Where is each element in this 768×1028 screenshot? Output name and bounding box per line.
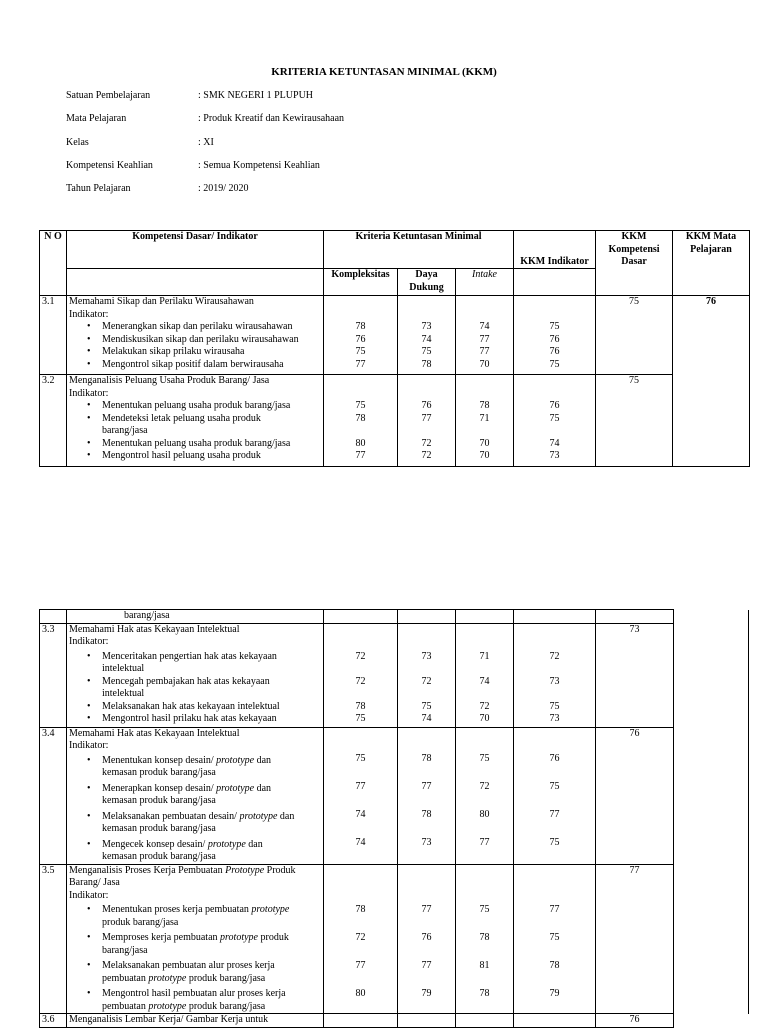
meta-value: : SMK NEGERI 1 PLUPUH bbox=[198, 90, 314, 101]
value-kkm: 75 bbox=[549, 836, 560, 848]
indicator-text-cont: kemasan produk barang/jasa bbox=[102, 823, 216, 834]
indicator-text: • Menentukan peluang usaha produk barang/jasa bbox=[102, 400, 291, 411]
kd-title bbox=[69, 865, 321, 878]
value-i: 72 bbox=[479, 700, 490, 712]
indicator-item bbox=[69, 811, 321, 836]
t: dan bbox=[245, 838, 263, 850]
indikator-label: Indikator: bbox=[69, 387, 109, 399]
value-d: 76 bbox=[421, 931, 432, 943]
t: Menentukan proses kerja pembuatan bbox=[102, 904, 252, 915]
value-k: 74 bbox=[355, 808, 366, 820]
document-title: KRITERIA KETUNTASAN MINIMAL (KKM) bbox=[271, 66, 497, 78]
kd-cell bbox=[67, 864, 324, 1014]
indicator-text: • Mendeteksi letak peluang usaha produk bbox=[102, 412, 261, 424]
value-i: 74 bbox=[479, 321, 490, 332]
indicator-text bbox=[87, 811, 321, 824]
indicator-text: • Mendiskusikan sikap dan perilaku wirausahawan bbox=[102, 333, 299, 345]
value-kkm: 78 bbox=[549, 959, 560, 971]
meta-label: Tahun Pelajaran bbox=[66, 183, 131, 194]
value-k: 78 bbox=[355, 903, 366, 915]
em: prototype bbox=[148, 1000, 187, 1012]
header-kompleksitas: Kompleksitas bbox=[324, 269, 398, 296]
indicator-text: • Mengontrol hasil pembuatan alur proses kerja bbox=[102, 988, 286, 999]
indicator-text: • Mengontrol hasil peluang usaha produk bbox=[102, 450, 261, 461]
t: produk barang/jasa bbox=[186, 1000, 266, 1012]
daya-dukung-col bbox=[398, 623, 456, 727]
kompleksitas-col bbox=[324, 375, 398, 467]
indicator-item bbox=[69, 932, 321, 957]
value-i: 75 bbox=[479, 903, 490, 915]
cont-no bbox=[40, 610, 67, 624]
kompleksitas-col bbox=[324, 864, 398, 1014]
intake-col bbox=[456, 296, 514, 375]
indicator-text-cont: barang/jasa bbox=[102, 425, 148, 436]
indicator-text: • Mengontrol sikap positif dalam berwirausaha bbox=[102, 358, 284, 370]
value-d: 77 bbox=[421, 959, 432, 971]
kd-number: 3.4 bbox=[40, 727, 67, 864]
em: prototype bbox=[239, 810, 278, 822]
value-k: 80 bbox=[355, 437, 366, 449]
header-kd: Kompetensi Dasar/ Indikator bbox=[67, 231, 324, 269]
indicator-text-cont bbox=[87, 1001, 321, 1014]
header-kkm-indikator: KKM Indikator bbox=[514, 231, 596, 269]
kkm-kd-value: 77 bbox=[596, 864, 674, 1014]
value-k: 77 bbox=[355, 959, 366, 971]
meta-label: Kelas bbox=[66, 137, 89, 148]
value-kkm: 75 bbox=[549, 700, 560, 712]
indicator-item bbox=[69, 346, 321, 359]
indicator-text-cont bbox=[87, 973, 321, 986]
value-d: 78 bbox=[421, 358, 432, 370]
value-k: 77 bbox=[355, 780, 366, 792]
value-d: 78 bbox=[421, 808, 432, 820]
indicator-item bbox=[69, 701, 321, 714]
header-kkm-kd: KKM Kompetensi Dasar bbox=[596, 231, 673, 296]
t: dan bbox=[254, 782, 272, 794]
value-kkm: 76 bbox=[549, 333, 560, 345]
t: Melaksanakan pembuatan desain/ bbox=[102, 810, 240, 822]
indicator-item bbox=[69, 676, 321, 701]
em: prototype bbox=[207, 838, 246, 850]
indicator-item bbox=[69, 413, 321, 438]
kompleksitas-col bbox=[324, 296, 398, 375]
kd-title: Memahami Hak atas Kekayaan Intelektual bbox=[69, 727, 240, 739]
t: Memproses kerja pembuatan bbox=[102, 932, 221, 943]
indicator-item bbox=[69, 450, 321, 463]
value-i: 81 bbox=[479, 959, 490, 971]
indicator-item bbox=[69, 334, 321, 347]
value-i: 70 bbox=[479, 437, 490, 449]
value-d: 73 bbox=[421, 836, 432, 848]
daya-dukung-col bbox=[398, 296, 456, 375]
indicator-item bbox=[69, 400, 321, 413]
value-d: 72 bbox=[421, 675, 432, 687]
header-daya-dukung: Daya Dukung bbox=[398, 269, 456, 296]
value-k: 75 bbox=[355, 752, 366, 764]
indicator-text: • Mencegah pembajakan hak atas kekayaan bbox=[102, 675, 270, 687]
header-empty bbox=[67, 269, 324, 296]
value-kkm: 74 bbox=[549, 437, 560, 449]
kd-number: 3.5 bbox=[40, 864, 67, 1014]
value-k: 77 bbox=[355, 358, 366, 370]
value-d: 72 bbox=[421, 437, 432, 449]
indicator-text bbox=[87, 783, 321, 796]
value-d: 73 bbox=[421, 321, 432, 332]
indicator-item bbox=[69, 783, 321, 808]
value-k: 75 bbox=[355, 346, 366, 357]
kd-cell bbox=[67, 296, 324, 375]
indicator-text: • Menerangkan sikap dan perilaku wirausahawan bbox=[102, 321, 293, 332]
t: Mengecek konsep desain/ bbox=[102, 838, 208, 850]
value-i: 72 bbox=[479, 780, 490, 792]
value-i: 70 bbox=[479, 358, 490, 370]
t: Menerapkan konsep desain/ bbox=[102, 782, 217, 794]
intake-col bbox=[456, 864, 514, 1014]
kkm-kd-value: 76 bbox=[596, 727, 674, 864]
kkm-table-page1 bbox=[39, 230, 750, 467]
em: Prototype bbox=[225, 864, 265, 876]
meta-value: : Semua Kompetensi Keahlian bbox=[198, 160, 320, 171]
em: prototype bbox=[216, 754, 255, 766]
indicator-item bbox=[69, 651, 321, 676]
value-i: 78 bbox=[479, 987, 490, 999]
kkm-indikator-col bbox=[514, 864, 596, 1014]
intake-col bbox=[456, 623, 514, 727]
value-kkm: 73 bbox=[549, 713, 560, 724]
indicator-text-cont: kemasan produk barang/jasa bbox=[102, 795, 216, 806]
value-i: 80 bbox=[479, 808, 490, 820]
indikator-label: Indikator: bbox=[69, 308, 109, 320]
indicator-text-cont: kemasan produk barang/jasa bbox=[102, 767, 216, 778]
t: Menentukan konsep desain/ bbox=[102, 754, 217, 766]
indicator-item bbox=[69, 988, 321, 1013]
indicator-item bbox=[69, 755, 321, 780]
value-d: 72 bbox=[421, 450, 432, 461]
kd-number: 3.2 bbox=[40, 375, 67, 467]
value-i: 71 bbox=[479, 412, 490, 424]
t: pembuatan bbox=[102, 972, 149, 984]
value-k: 74 bbox=[355, 836, 366, 848]
kd-title: Memahami Sikap dan Perilaku Wirausahawan bbox=[69, 296, 254, 307]
value-kkm: 75 bbox=[549, 931, 560, 943]
meta-label: Kompetensi Keahlian bbox=[66, 160, 153, 171]
indicator-text: • Melaksanakan pembuatan alur proses kerja bbox=[102, 960, 275, 971]
value-kkm: 76 bbox=[549, 400, 560, 411]
header-no: N O bbox=[40, 231, 67, 296]
value-i: 78 bbox=[479, 400, 490, 411]
em: prototype bbox=[251, 904, 290, 915]
kompleksitas-col bbox=[324, 623, 398, 727]
t: produk bbox=[258, 932, 289, 943]
value-kkm: 79 bbox=[549, 987, 560, 999]
value-i: 70 bbox=[479, 713, 490, 724]
kkm-kd-value: 73 bbox=[596, 623, 674, 727]
t: dan bbox=[254, 754, 272, 766]
indicator-text-cont: kemasan produk barang/jasa bbox=[102, 851, 216, 862]
continued-text: barang/jasa bbox=[67, 610, 324, 624]
value-k: 78 bbox=[355, 700, 366, 712]
kkm-table-page2 bbox=[39, 609, 674, 1028]
indicator-item bbox=[69, 438, 321, 451]
em: prototype bbox=[220, 932, 258, 943]
kompleksitas-col bbox=[324, 727, 398, 864]
intake-col bbox=[456, 727, 514, 864]
t: Menganalisis Proses Kerja Pembuatan bbox=[69, 864, 226, 876]
value-d: 79 bbox=[421, 987, 432, 999]
page-edge-line bbox=[748, 610, 749, 1014]
indikator-label: Indikator: bbox=[69, 740, 109, 751]
indicator-item bbox=[69, 321, 321, 334]
value-kkm: 75 bbox=[549, 780, 560, 792]
kd-title-cont: Barang/ Jasa bbox=[69, 877, 120, 888]
daya-dukung-col bbox=[398, 727, 456, 864]
value-i: 77 bbox=[479, 836, 490, 848]
value-i: 77 bbox=[479, 346, 490, 357]
meta-label: Mata Pelajaran bbox=[66, 113, 127, 124]
kd-title: Menganalisis Lembar Kerja/ Gambar Kerja untuk bbox=[67, 1014, 324, 1028]
value-d: 77 bbox=[421, 903, 432, 915]
indicator-text-cont: barang/jasa bbox=[102, 944, 148, 956]
value-d: 73 bbox=[421, 650, 432, 662]
kkm-indikator-col bbox=[514, 727, 596, 864]
meta-value: : 2019/ 2020 bbox=[198, 183, 249, 194]
value-d: 76 bbox=[421, 400, 432, 411]
meta-value: : XI bbox=[198, 137, 214, 148]
t: Produk bbox=[264, 864, 296, 876]
t: produk barang/jasa bbox=[186, 972, 266, 984]
kkm-kd-value: 76 bbox=[596, 1014, 674, 1028]
indicator-text bbox=[87, 755, 321, 768]
kd-title: Memahami Hak atas Kekayaan Intelektual bbox=[69, 623, 240, 635]
indicator-item bbox=[69, 904, 321, 929]
indicator-text: • Menceritakan pengertian hak atas kekayaan bbox=[102, 650, 277, 662]
kkm-indikator-col bbox=[514, 623, 596, 727]
indicator-text: • Mengontrol hasil prilaku hak atas kekayaan bbox=[102, 713, 277, 724]
indicator-item bbox=[69, 839, 321, 864]
kd-number: 3.6 bbox=[40, 1014, 67, 1028]
kd-number: 3.3 bbox=[40, 623, 67, 727]
header-kkm-mapel: KKM Mata Pelajaran bbox=[673, 231, 750, 296]
value-k: 78 bbox=[355, 321, 366, 332]
indicator-text bbox=[87, 904, 321, 917]
value-kkm: 75 bbox=[549, 321, 560, 332]
value-i: 71 bbox=[479, 650, 490, 662]
value-kkm: 76 bbox=[549, 346, 560, 357]
indikator-label: Indikator: bbox=[69, 889, 109, 901]
value-i: 77 bbox=[479, 333, 490, 345]
em: prototype bbox=[216, 782, 255, 794]
value-k: 76 bbox=[355, 333, 366, 345]
value-kkm: 75 bbox=[549, 412, 560, 424]
value-k: 78 bbox=[355, 412, 366, 424]
kkm-indikator-col bbox=[514, 296, 596, 375]
t: pembuatan bbox=[102, 1000, 149, 1012]
value-i: 70 bbox=[479, 450, 490, 461]
value-d: 75 bbox=[421, 700, 432, 712]
value-i: 74 bbox=[479, 675, 490, 687]
em: prototype bbox=[148, 972, 187, 984]
value-k: 72 bbox=[355, 931, 366, 943]
header-intake: Intake bbox=[456, 269, 514, 296]
kkm-mapel-value: 76 bbox=[673, 296, 750, 467]
t: dan bbox=[277, 810, 295, 822]
indikator-label: Indikator: bbox=[69, 636, 109, 647]
value-k: 77 bbox=[355, 450, 366, 461]
kkm-kd-value: 75 bbox=[596, 375, 673, 467]
indicator-text: • Menentukan peluang usaha produk barang/jasa bbox=[102, 437, 291, 449]
value-d: 75 bbox=[421, 346, 432, 357]
kkm-kd-value: 75 bbox=[596, 296, 673, 375]
kd-number: 3.1 bbox=[40, 296, 67, 375]
value-kkm: 77 bbox=[549, 808, 560, 820]
value-d: 78 bbox=[421, 752, 432, 764]
value-k: 72 bbox=[355, 650, 366, 662]
indicator-text: • Melaksanakan hak atas kekayaan intelektual bbox=[102, 700, 280, 712]
indicator-text-cont: produk barang/jasa bbox=[102, 916, 179, 928]
indicator-text bbox=[87, 839, 321, 852]
indicator-item bbox=[69, 359, 321, 372]
indicator-text-cont: intelektual bbox=[102, 688, 145, 699]
indicator-text-cont: intelektual bbox=[102, 663, 145, 674]
value-d: 74 bbox=[421, 713, 432, 724]
meta-value: : Produk Kreatif dan Kewirausahaan bbox=[198, 113, 345, 124]
value-kkm: 77 bbox=[549, 903, 560, 915]
indicator-text bbox=[87, 932, 321, 945]
header-kriteria: Kriteria Ketuntasan Minimal bbox=[324, 231, 514, 269]
value-kkm: 72 bbox=[549, 650, 560, 662]
kd-cell bbox=[67, 623, 324, 727]
indicator-item bbox=[69, 960, 321, 985]
kd-cell bbox=[67, 375, 324, 467]
kkm-indikator-col bbox=[514, 375, 596, 467]
value-k: 75 bbox=[355, 713, 366, 724]
indicator-item bbox=[69, 713, 321, 726]
indicator-text: • Melakukan sikap prilaku wirausaha bbox=[102, 346, 245, 357]
daya-dukung-col bbox=[398, 864, 456, 1014]
kd-cell bbox=[67, 727, 324, 864]
header-empty bbox=[514, 269, 596, 296]
value-k: 80 bbox=[355, 987, 366, 999]
value-d: 77 bbox=[421, 412, 432, 424]
value-d: 74 bbox=[421, 333, 432, 345]
intake-col bbox=[456, 375, 514, 467]
value-d: 77 bbox=[421, 780, 432, 792]
meta-label: Satuan Pembelajaran bbox=[66, 90, 151, 101]
value-k: 72 bbox=[355, 675, 366, 687]
value-i: 78 bbox=[479, 931, 490, 943]
kd-title: Menganalisis Peluang Usaha Produk Barang/ Jasa bbox=[69, 375, 270, 386]
value-i: 75 bbox=[479, 752, 490, 764]
daya-dukung-col bbox=[398, 375, 456, 467]
value-kkm: 73 bbox=[549, 450, 560, 461]
value-kkm: 75 bbox=[549, 358, 560, 370]
value-kkm: 73 bbox=[549, 675, 560, 687]
value-k: 75 bbox=[355, 400, 366, 411]
value-kkm: 76 bbox=[549, 752, 560, 764]
